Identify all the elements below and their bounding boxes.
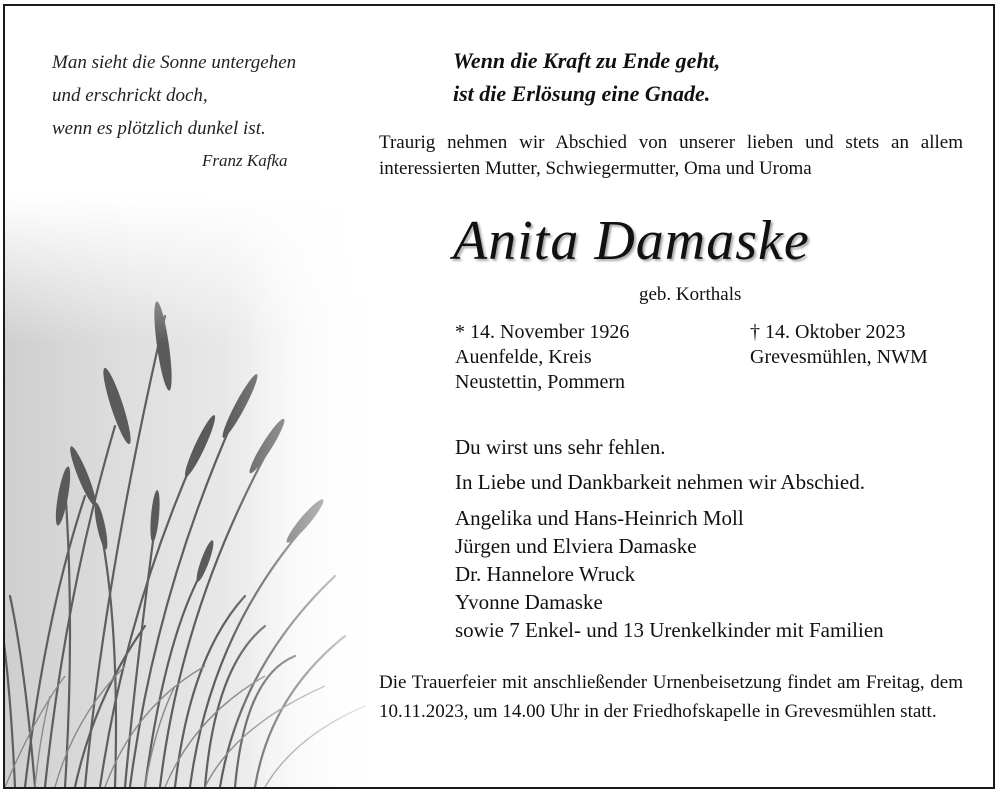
birth-place: Auenfelde, Kreis bbox=[455, 346, 592, 368]
quote-line: Man sieht die Sonne untergehen bbox=[52, 52, 297, 73]
motto bbox=[453, 44, 973, 110]
message-line: Du wirst uns sehr fehlen. bbox=[455, 435, 666, 459]
mourner: Dr. Hannelore Wruck bbox=[455, 562, 636, 586]
mourner: Jürgen und Elviera Damaske bbox=[455, 534, 697, 558]
birth-details bbox=[455, 320, 629, 395]
intro-text: Traurig nehmen wir Abschied von unserer lieben und stets an allem interessierten Mutter, Schwiegermutter, Oma und Uroma bbox=[379, 132, 963, 179]
motto-line: Wenn die Kraft zu Ende geht, bbox=[453, 48, 721, 73]
farewell-message bbox=[455, 432, 865, 497]
birth-place: Neustettin, Pommern bbox=[455, 371, 625, 393]
quote-author: Franz Kafka bbox=[202, 151, 288, 170]
beach-grass-illustration bbox=[5, 196, 405, 787]
death-date: † 14. Oktober 2023 bbox=[750, 321, 906, 343]
maiden-name: geb. Korthals bbox=[639, 284, 742, 305]
funeral-notice: Die Trauerfeier mit anschließender Urnenbeisetzung findet am Freitag, dem 10.11.2023, um 14.00 Uhr in der Friedhofskapelle in Grevesmühlen statt. bbox=[379, 672, 963, 722]
quote-line: wenn es plötzlich dunkel ist. bbox=[52, 118, 266, 139]
mourner: Angelika und Hans-Heinrich Moll bbox=[455, 506, 744, 530]
motto-line: ist die Erlösung eine Gnade. bbox=[453, 81, 711, 106]
obituary-frame bbox=[3, 4, 995, 789]
quote-line: und erschrickt doch, bbox=[52, 85, 208, 106]
deceased-name: Anita Damaske bbox=[453, 210, 810, 272]
death-details bbox=[750, 320, 928, 370]
message-line: In Liebe und Dankbarkeit nehmen wir Abschied. bbox=[455, 470, 865, 494]
mourners-list bbox=[455, 504, 884, 644]
death-place: Grevesmühlen, NWM bbox=[750, 346, 928, 368]
mourner: sowie 7 Enkel- und 13 Urenkelkinder mit Familien bbox=[455, 618, 884, 642]
kafka-quote bbox=[52, 46, 362, 175]
birth-date: * 14. November 1926 bbox=[455, 321, 630, 343]
mourner: Yvonne Damaske bbox=[455, 590, 603, 614]
